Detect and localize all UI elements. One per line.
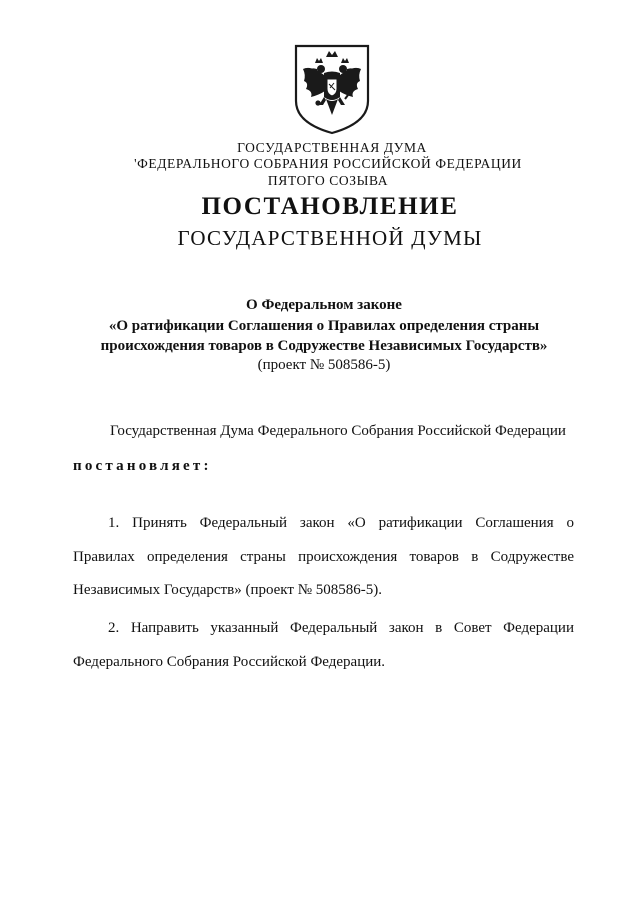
parliament-name: ГОСУДАРСТВЕННАЯ ДУМА	[237, 140, 427, 155]
resolution-item-2-line: 2. Направить указанный Федеральный закон в Совет Федерации	[108, 620, 574, 636]
draft-number: (проект № 508586-5)	[257, 357, 391, 373]
convocation: ПЯТОГО СОЗЫВА	[267, 173, 389, 188]
preamble-text: Государственная Дума Федерального Собрания Российской Федерации	[110, 423, 566, 439]
assembly-name: 'ФЕДЕРАЛЬНОГО СОБРАНИЯ РОССИЙСКОЙ ФЕДЕРАЦИИ	[134, 156, 522, 171]
subject-law-title-line: «О ратификации Соглашения о Правилах определения страны	[108, 318, 540, 334]
russian-coat-of-arms-icon	[293, 43, 371, 135]
resolution-item-1-line: Правилах определения страны происхождения товаров в Содружестве	[73, 549, 574, 565]
document-issuer: ГОСУДАРСТВЕННОЙ ДУМЫ	[177, 226, 483, 250]
resolution-item-2-line: Федерального Собрания Российской Федерации.	[73, 654, 386, 670]
document-type-title: ПОСТАНОВЛЕНИЕ	[201, 193, 459, 220]
subject-law-title-line: происхождения товаров в Содружестве Независимых Государств»	[100, 338, 548, 354]
resolution-item-1-line: 1. Принять Федеральный закон «О ратификации Соглашения о	[108, 515, 574, 531]
resolves-word: постановляет:	[73, 458, 212, 474]
subject-line: О Федеральном законе	[246, 297, 402, 313]
resolution-item-1-line: Независимых Государств» (проект № 508586-5).	[73, 582, 383, 598]
